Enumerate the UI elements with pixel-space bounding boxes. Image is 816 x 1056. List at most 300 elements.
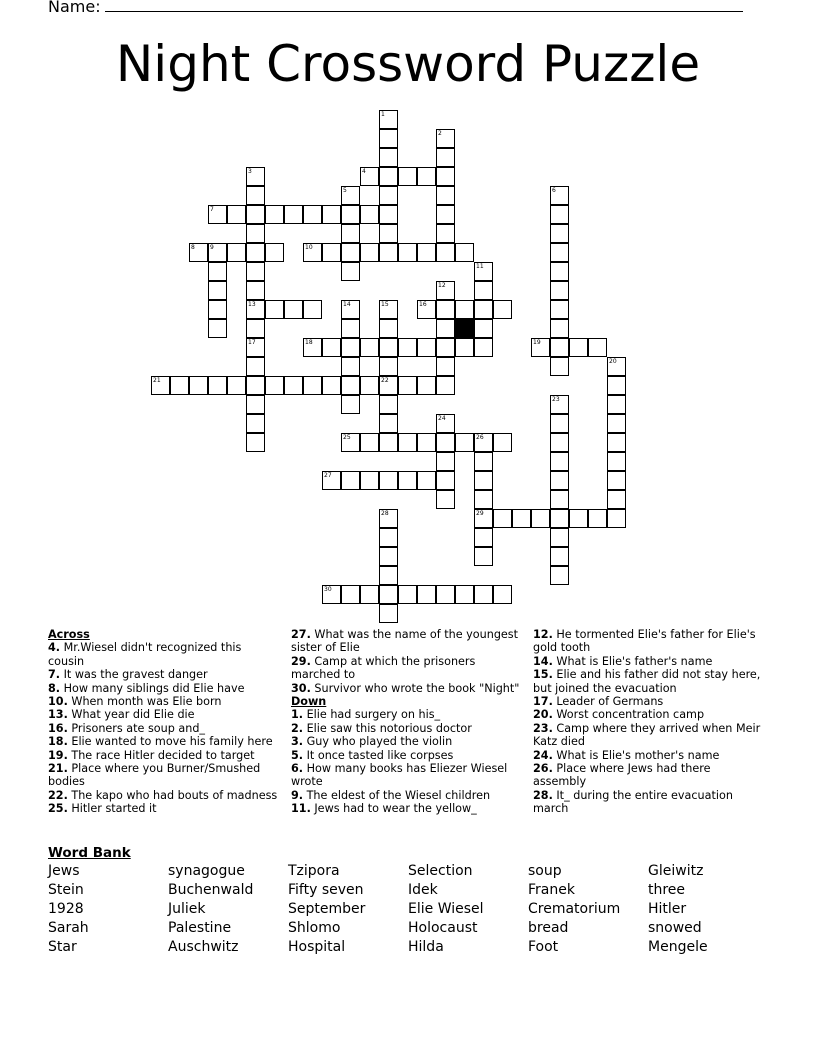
grid-cell[interactable] [379, 338, 398, 357]
grid-cell[interactable] [379, 585, 398, 604]
word-bank-item: Selection [408, 863, 473, 879]
word-bank-item: three [648, 882, 686, 898]
grid-cell[interactable] [474, 300, 493, 319]
clue-number-label: 21 [153, 377, 161, 384]
grid-cell[interactable] [493, 300, 512, 319]
grid-cell[interactable] [550, 319, 569, 338]
clue-number-label: 19 [533, 339, 541, 346]
down-clue [291, 735, 523, 748]
grid-cell[interactable] [170, 376, 189, 395]
clue-number: 20. [533, 708, 553, 722]
clue-number: 30. [291, 681, 311, 695]
clue-column-2 [291, 628, 523, 816]
clue-number-label: 3 [248, 168, 252, 175]
grid-cell[interactable] [588, 338, 607, 357]
clue-number-label: 28 [381, 510, 389, 517]
clue-number: 21. [48, 762, 68, 776]
clue-text: The eldest of the Wiesel children [303, 788, 491, 802]
word-bank-item: Jews [48, 863, 80, 879]
grid-cell[interactable] [341, 224, 360, 243]
word-bank-item: Crematorium [528, 901, 621, 917]
down-clue [291, 722, 523, 735]
word-bank-item: Juliek [168, 901, 206, 917]
clue-text: How many books has Eliezer Wiesel wrote [291, 762, 508, 789]
down-clue [291, 708, 523, 721]
grid-cell[interactable] [246, 376, 265, 395]
grid-cell[interactable] [455, 243, 474, 262]
grid-cell[interactable] [550, 224, 569, 243]
clue-text: Leader of Germans [552, 695, 664, 709]
grid-cell[interactable] [398, 243, 417, 262]
grid-cell[interactable] [379, 186, 398, 205]
clue-number: 16. [48, 721, 68, 735]
grid-cell[interactable] [474, 471, 493, 490]
grid-cell[interactable] [284, 376, 303, 395]
clue-number: 13. [48, 708, 68, 722]
clue-number-label: 10 [305, 244, 313, 251]
clue-number-label: 7 [210, 206, 214, 213]
across-clue [48, 695, 280, 708]
clue-number: 27. [291, 628, 311, 641]
grid-cell[interactable] [265, 205, 284, 224]
grid-cell[interactable] [550, 547, 569, 566]
grid-cell[interactable] [246, 414, 265, 433]
across-clue [291, 682, 523, 695]
grid-cell[interactable] [417, 243, 436, 262]
grid-cell[interactable] [246, 395, 265, 414]
grid-cell[interactable] [341, 357, 360, 376]
clue-text: What was the name of the youngest sister of Elie [291, 628, 519, 655]
word-bank-item: Idek [408, 882, 438, 898]
grid-cell[interactable] [417, 585, 436, 604]
grid-cell[interactable] [379, 395, 398, 414]
clue-number: 6. [291, 762, 304, 776]
grid-cell[interactable] [208, 319, 227, 338]
across-clue [291, 628, 523, 655]
clue-number-label: 9 [210, 244, 214, 251]
clue-number: 18. [48, 735, 68, 749]
grid-cell[interactable] [322, 205, 341, 224]
grid-cell[interactable] [474, 319, 493, 338]
clue-number-label: 6 [552, 187, 556, 194]
page-title: Night Crossword Puzzle [115, 35, 701, 93]
word-bank-item: Palestine [168, 920, 232, 936]
clue-number-label: 24 [438, 415, 446, 422]
grid-cell[interactable] [455, 585, 474, 604]
clue-text: Place where you Burner/Smushed bodies [48, 762, 261, 789]
across-heading: Across [48, 628, 90, 641]
clue-column-1 [48, 628, 280, 816]
grid-cell[interactable] [398, 167, 417, 186]
grid-cell[interactable] [512, 509, 531, 528]
grid-cell[interactable] [550, 281, 569, 300]
clue-text: Mr.Wiesel didn't recognized this cousin [48, 641, 242, 668]
grid-cell[interactable] [360, 471, 379, 490]
grid-cell[interactable] [227, 376, 246, 395]
grid-cell[interactable] [550, 243, 569, 262]
grid-cell[interactable] [303, 376, 322, 395]
grid-cell[interactable] [341, 243, 360, 262]
grid-cell[interactable] [436, 452, 455, 471]
down-clue [533, 655, 765, 668]
word-bank-item: Holocaust [408, 920, 478, 936]
grid-cell[interactable] [284, 300, 303, 319]
clue-number: 19. [48, 748, 68, 762]
grid-cell[interactable] [493, 433, 512, 452]
grid-cell[interactable] [322, 376, 341, 395]
word-bank-item: Hilda [408, 939, 444, 955]
grid-cell[interactable] [379, 471, 398, 490]
grid-cell[interactable] [398, 471, 417, 490]
word-bank-item: snowed [648, 920, 702, 936]
grid-cell[interactable] [227, 243, 246, 262]
clue-number: 26. [533, 762, 553, 776]
down-clue [533, 789, 765, 816]
grid-cell[interactable] [379, 167, 398, 186]
clue-number-label: 23 [552, 396, 560, 403]
grid-cell[interactable] [493, 585, 512, 604]
grid-cell[interactable] [379, 604, 398, 623]
grid-cell[interactable] [607, 452, 626, 471]
grid-cell[interactable] [246, 281, 265, 300]
grid-cell[interactable] [379, 547, 398, 566]
grid-cell[interactable] [607, 471, 626, 490]
grid-cell[interactable] [265, 300, 284, 319]
grid-cell[interactable] [607, 490, 626, 509]
grid-cell[interactable] [436, 376, 455, 395]
clue-number-label: 17 [248, 339, 256, 346]
grid-cell[interactable] [474, 452, 493, 471]
grid-cell[interactable] [607, 509, 626, 528]
word-bank-item: Hitler [648, 901, 687, 917]
down-clue [291, 749, 523, 762]
clue-number-label: 8 [191, 244, 195, 251]
grid-cell[interactable] [341, 585, 360, 604]
clue-text: He tormented Elie's father for Elie's gold tooth [533, 628, 756, 655]
grid-cell[interactable] [436, 148, 455, 167]
grid-cell[interactable] [455, 338, 474, 357]
across-clue [48, 682, 280, 695]
grid-cell[interactable] [246, 433, 265, 452]
word-bank-item: Star [48, 939, 77, 955]
word-bank-item: bread [528, 920, 569, 936]
down-clue [533, 668, 765, 695]
grid-cell[interactable] [322, 243, 341, 262]
clue-text: Elie saw this notorious doctor [303, 721, 472, 735]
down-clue [533, 722, 765, 749]
across-clue [48, 722, 280, 735]
grid-cell[interactable] [417, 433, 436, 452]
grid-cell[interactable] [550, 509, 569, 528]
grid-cell[interactable] [303, 205, 322, 224]
grid-cell[interactable] [550, 262, 569, 281]
grid-cell[interactable] [436, 433, 455, 452]
grid-cell[interactable] [607, 414, 626, 433]
clue-number: 8. [48, 681, 61, 695]
grid-cell[interactable] [246, 186, 265, 205]
grid-cell[interactable] [436, 338, 455, 357]
grid-cell[interactable] [303, 300, 322, 319]
grid-cell[interactable] [436, 490, 455, 509]
clue-number-label: 30 [324, 586, 332, 593]
clue-text: It was the gravest danger [60, 668, 208, 682]
grid-cell[interactable] [227, 205, 246, 224]
across-clue [48, 641, 280, 668]
down-clue [291, 762, 523, 789]
grid-cell[interactable] [569, 338, 588, 357]
grid-cell[interactable] [379, 148, 398, 167]
grid-cell[interactable] [379, 433, 398, 452]
grid-cell[interactable] [417, 471, 436, 490]
grid-cell[interactable] [360, 243, 379, 262]
clue-text: Camp at which the prisoners marched to [291, 654, 476, 682]
clue-number-label: 12 [438, 282, 446, 289]
clue-number-label: 25 [343, 434, 351, 441]
clue-text: The race Hitler decided to target [67, 748, 255, 762]
grid-cell[interactable] [550, 357, 569, 376]
clue-number: 14. [533, 654, 553, 668]
clue-number: 22. [48, 788, 68, 802]
grid-cell[interactable] [474, 528, 493, 547]
word-bank-item: Foot [528, 939, 559, 955]
clue-number: 24. [533, 748, 553, 762]
grid-cell[interactable] [208, 281, 227, 300]
clue-number-label: 26 [476, 434, 484, 441]
clue-number-label: 29 [476, 510, 484, 517]
grid-cell[interactable] [474, 547, 493, 566]
word-bank-item: Elie Wiesel [408, 901, 484, 917]
grid-cell[interactable] [493, 509, 512, 528]
clue-text: What is Elie's father's name [552, 654, 713, 668]
grid-cell[interactable] [436, 585, 455, 604]
grid-cell[interactable] [436, 471, 455, 490]
clue-number-label: 15 [381, 301, 389, 308]
grid-cell[interactable] [246, 319, 265, 338]
grid-cell[interactable] [341, 262, 360, 281]
clue-number-label: 2 [438, 130, 442, 137]
grid-cell[interactable] [360, 205, 379, 224]
word-bank-item: Hospital [288, 939, 346, 955]
grid-cell[interactable] [607, 376, 626, 395]
grid-cell[interactable] [455, 433, 474, 452]
grid-cell-shaded [455, 319, 474, 338]
clue-text: Camp where they arrived when Meir Katz died [533, 721, 761, 749]
down-clue [533, 762, 765, 789]
grid-cell[interactable] [360, 585, 379, 604]
word-bank-item: Mengele [648, 939, 708, 955]
clue-column-3 [533, 628, 765, 816]
clue-number-label: 18 [305, 339, 313, 346]
clue-number: 9. [291, 788, 304, 802]
clue-number-label: 20 [609, 358, 617, 365]
grid-cell[interactable] [550, 205, 569, 224]
grid-cell[interactable] [246, 262, 265, 281]
grid-cell[interactable] [379, 224, 398, 243]
grid-cell[interactable] [208, 262, 227, 281]
grid-cell[interactable] [379, 129, 398, 148]
clue-text: Survivor who wrote the book "Night" [310, 681, 520, 695]
clue-number: 10. [48, 695, 68, 709]
clue-text: Jews had to wear the yellow_ [310, 802, 477, 816]
grid-cell[interactable] [550, 452, 569, 471]
clue-number: 15. [533, 668, 553, 682]
clue-number: 17. [533, 695, 553, 709]
clue-number-label: 13 [248, 301, 256, 308]
grid-cell[interactable] [550, 433, 569, 452]
grid-cell[interactable] [436, 224, 455, 243]
down-clue [291, 789, 523, 802]
clue-number-label: 27 [324, 472, 332, 479]
clue-number: 2. [291, 721, 304, 735]
clue-text: When month was Elie born [67, 695, 222, 709]
grid-cell[interactable] [208, 300, 227, 319]
grid-cell[interactable] [246, 243, 265, 262]
grid-cell[interactable] [379, 205, 398, 224]
grid-cell[interactable] [265, 243, 284, 262]
grid-cell[interactable] [265, 376, 284, 395]
down-clue [291, 802, 523, 815]
grid-cell[interactable] [455, 300, 474, 319]
word-bank-item: Tzipora [288, 863, 340, 879]
clue-text: Elie wanted to move his family here [67, 735, 273, 749]
clue-number-label: 4 [362, 168, 366, 175]
grid-cell[interactable] [360, 433, 379, 452]
grid-cell[interactable] [379, 243, 398, 262]
grid-cell[interactable] [436, 243, 455, 262]
clue-number: 4. [48, 641, 61, 655]
grid-cell[interactable] [341, 395, 360, 414]
clue-number-label: 5 [343, 187, 347, 194]
grid-cell[interactable] [360, 338, 379, 357]
grid-cell[interactable] [550, 566, 569, 585]
grid-cell[interactable] [436, 205, 455, 224]
word-bank-item: Buchenwald [168, 882, 254, 898]
grid-cell[interactable] [398, 338, 417, 357]
name-label: Name: [48, 0, 101, 16]
clue-text: Prisoners ate soup and_ [67, 721, 206, 735]
grid-cell[interactable] [417, 338, 436, 357]
clue-text: Place where Jews had there assembly [533, 762, 711, 789]
grid-cell[interactable] [474, 490, 493, 509]
across-clue [48, 802, 280, 815]
word-bank-item: 1928 [48, 901, 84, 917]
grid-cell[interactable] [246, 205, 265, 224]
grid-cell[interactable] [379, 319, 398, 338]
clue-text: Worst concentration camp [552, 708, 705, 722]
grid-cell[interactable] [531, 509, 550, 528]
grid-cell[interactable] [417, 376, 436, 395]
grid-cell[interactable] [379, 528, 398, 547]
word-bank-item: synagogue [168, 863, 245, 879]
grid-cell[interactable] [341, 338, 360, 357]
grid-cell[interactable] [588, 509, 607, 528]
clue-number: 3. [291, 735, 304, 749]
grid-cell[interactable] [550, 528, 569, 547]
clue-text: How many siblings did Elie have [60, 681, 245, 695]
grid-cell[interactable] [550, 490, 569, 509]
word-bank-item: soup [528, 863, 562, 879]
word-bank-item: Fifty seven [288, 882, 364, 898]
clue-number: 11. [291, 802, 311, 816]
grid-cell[interactable] [398, 376, 417, 395]
word-bank-item: Franek [528, 882, 575, 898]
grid-cell[interactable] [341, 205, 360, 224]
grid-cell[interactable] [341, 376, 360, 395]
grid-cell[interactable] [208, 376, 227, 395]
clue-text: Elie and his father did not stay here, but joined the evacuation [533, 668, 761, 695]
word-bank-item: Gleiwitz [648, 863, 704, 879]
across-clue [48, 789, 280, 802]
grid-cell[interactable] [436, 319, 455, 338]
word-bank-item: Sarah [48, 920, 89, 936]
clue-text: Hitler started it [67, 802, 157, 816]
across-clue [291, 655, 523, 682]
grid-cell[interactable] [474, 338, 493, 357]
grid-cell[interactable] [436, 186, 455, 205]
clue-text: What year did Elie die [67, 708, 195, 722]
grid-cell[interactable] [417, 167, 436, 186]
clue-number: 28. [533, 788, 553, 802]
down-clue [533, 749, 765, 762]
word-bank-item: Shlomo [288, 920, 341, 936]
clue-number: 23. [533, 721, 553, 735]
grid-cell[interactable] [341, 471, 360, 490]
grid-cell[interactable] [284, 205, 303, 224]
down-clue [533, 695, 765, 708]
grid-cell[interactable] [607, 433, 626, 452]
grid-cell[interactable] [398, 433, 417, 452]
clue-number: 5. [291, 748, 304, 762]
grid-cell[interactable] [550, 338, 569, 357]
grid-cell[interactable] [341, 319, 360, 338]
grid-cell[interactable] [246, 224, 265, 243]
grid-cell[interactable] [246, 357, 265, 376]
down-clue [533, 628, 765, 655]
grid-cell[interactable] [189, 376, 208, 395]
grid-cell[interactable] [474, 585, 493, 604]
clue-number-label: 11 [476, 263, 484, 270]
word-bank-item: September [288, 901, 366, 917]
word-bank-item: Stein [48, 882, 84, 898]
clue-number: 7. [48, 668, 61, 682]
clue-number: 25. [48, 802, 68, 816]
clue-number-label: 1 [381, 111, 385, 118]
clue-number: 29. [291, 654, 311, 668]
grid-cell[interactable] [569, 509, 588, 528]
grid-cell[interactable] [436, 167, 455, 186]
grid-cell[interactable] [360, 376, 379, 395]
grid-cell[interactable] [607, 395, 626, 414]
grid-cell[interactable] [550, 471, 569, 490]
across-clue [48, 735, 280, 748]
grid-cell[interactable] [436, 300, 455, 319]
grid-cell[interactable] [436, 357, 455, 376]
clue-number-label: 16 [419, 301, 427, 308]
grid-cell[interactable] [398, 585, 417, 604]
grid-cell[interactable] [379, 357, 398, 376]
grid-cell[interactable] [550, 414, 569, 433]
clue-text: It_ during the entire evacuation march [533, 788, 733, 816]
across-clue [48, 762, 280, 789]
grid-cell[interactable] [379, 566, 398, 585]
grid-cell[interactable] [322, 338, 341, 357]
clue-text: Elie had surgery on his_ [303, 708, 441, 722]
grid-cell[interactable] [474, 281, 493, 300]
across-clue [48, 708, 280, 721]
grid-cell[interactable] [550, 300, 569, 319]
clue-number: 12. [533, 628, 553, 641]
grid-cell[interactable] [379, 414, 398, 433]
